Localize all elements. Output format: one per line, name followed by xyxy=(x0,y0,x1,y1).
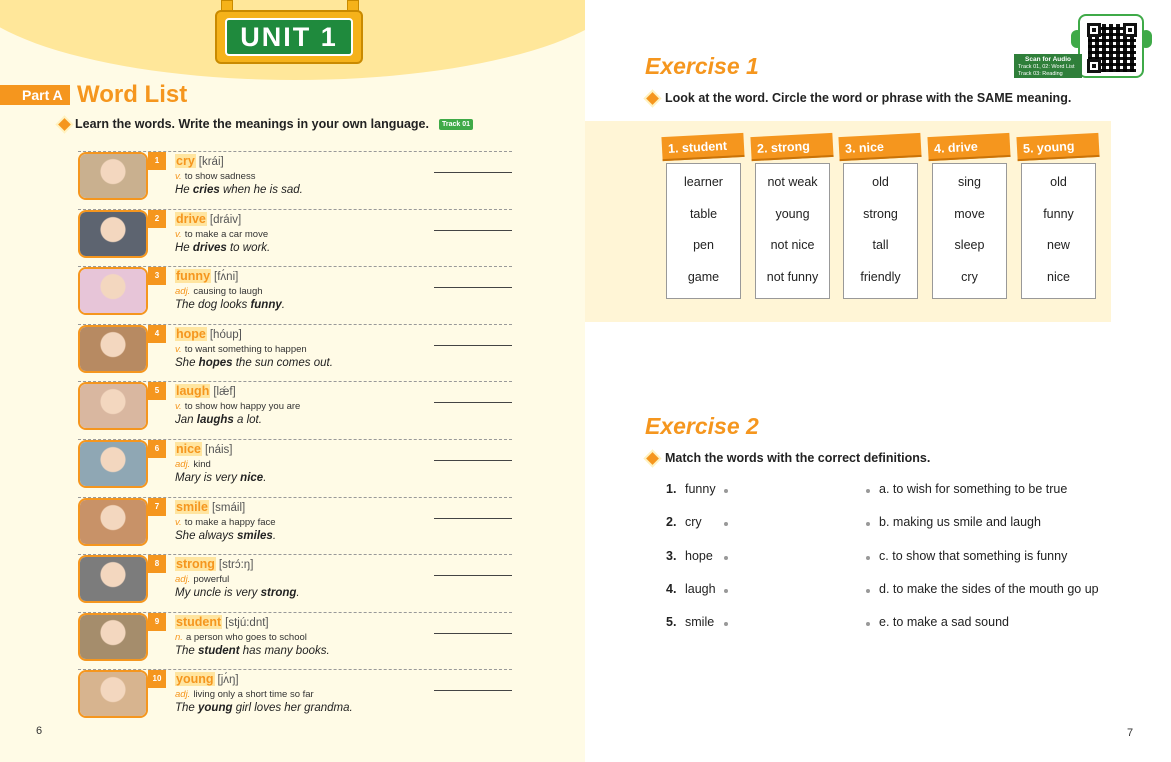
word-photo xyxy=(78,670,148,718)
word-number: 9 xyxy=(148,613,166,631)
word-definition xyxy=(175,229,268,240)
option-word[interactable]: sing xyxy=(958,175,981,189)
word-number: 6 xyxy=(148,440,166,458)
word-term: funny xyxy=(176,269,211,283)
scan-for-audio-label xyxy=(1014,54,1082,84)
qr-corner-tr xyxy=(1123,23,1137,37)
match-dot-left[interactable] xyxy=(724,489,728,493)
word-term: cry xyxy=(176,154,195,168)
definition-text: powerful xyxy=(193,574,230,585)
option-word[interactable]: not funny xyxy=(766,270,819,284)
word-definition xyxy=(175,171,255,182)
word-row xyxy=(78,439,512,491)
instruction-text: Learn the words. Write the meanings in your own language. xyxy=(75,117,429,131)
word-example xyxy=(175,299,285,311)
column-head-tab: 1. student xyxy=(661,133,744,161)
example-bold: funny xyxy=(250,299,282,311)
exercise2-title: Exercise 2 xyxy=(645,413,759,439)
meaning-write-line[interactable] xyxy=(434,633,512,634)
example-post: . xyxy=(296,587,300,599)
match-dot-right[interactable] xyxy=(866,622,870,626)
option-word[interactable]: pen xyxy=(693,238,714,252)
word-row xyxy=(78,151,512,203)
word-heading xyxy=(175,212,241,226)
word-term: nice xyxy=(176,442,202,456)
match-dot-right[interactable] xyxy=(866,522,870,526)
column-head-tab: 5. young xyxy=(1016,133,1099,161)
word-phonetic: [náis] xyxy=(205,444,233,456)
word-number: 7 xyxy=(148,498,166,516)
column-head-tab: 3. nice xyxy=(838,133,921,161)
match-number: 3. xyxy=(666,549,677,563)
word-definition xyxy=(175,689,314,700)
exercise1-instruction xyxy=(648,91,1071,105)
word-number: 5 xyxy=(148,382,166,400)
definition-text: to wish for something to be true xyxy=(892,482,1068,496)
word-photo xyxy=(78,152,148,200)
word-phonetic: [strɔ́:ŋ] xyxy=(218,559,254,571)
word-photo xyxy=(78,382,148,430)
exercise2-instruction xyxy=(648,451,930,465)
part-of-speech: adj. xyxy=(175,689,191,700)
definition-text: to make a car move xyxy=(184,229,269,240)
word-photo xyxy=(78,498,148,546)
match-word: funny xyxy=(685,482,716,496)
part-of-speech: v. xyxy=(175,171,182,182)
word-phonetic: [jʌ́ŋ] xyxy=(217,674,239,686)
column-head-tab: 2. strong xyxy=(750,133,833,161)
match-word: cry xyxy=(685,515,702,529)
definition-text: to want something to happen xyxy=(184,344,307,355)
definition-text: to make a sad sound xyxy=(892,615,1009,629)
word-heading xyxy=(175,384,236,398)
word-phonetic: [krái] xyxy=(198,156,224,168)
word-number: 8 xyxy=(148,555,166,573)
option-word[interactable]: strong xyxy=(863,207,898,221)
word-term: student xyxy=(176,615,222,629)
example-pre: My uncle is very xyxy=(175,587,261,599)
word-number: 1 xyxy=(148,152,166,170)
option-word[interactable]: young xyxy=(775,207,810,221)
word-heading xyxy=(175,557,253,571)
example-post: . xyxy=(272,530,277,542)
option-word[interactable]: funny xyxy=(1043,207,1074,221)
meaning-write-line[interactable] xyxy=(434,518,512,519)
match-dot-left[interactable] xyxy=(724,589,728,593)
qr-code[interactable] xyxy=(1078,14,1144,78)
word-term: smile xyxy=(176,500,208,514)
definition-text: to show sadness xyxy=(184,171,256,182)
example-post: has many books. xyxy=(239,645,330,657)
option-word[interactable]: new xyxy=(1047,238,1070,252)
definition-text: to make a happy face xyxy=(184,517,276,528)
word-definition xyxy=(175,344,307,355)
word-photo xyxy=(78,267,148,315)
definition-item xyxy=(879,615,1009,629)
example-pre: The xyxy=(175,645,199,657)
word-number: 3 xyxy=(148,267,166,285)
word-definition xyxy=(175,286,263,297)
definition-text: to show how happy you are xyxy=(184,401,301,412)
definition-item xyxy=(879,582,1099,596)
exercise2-instruction-text: Match the words with the correct definitions. xyxy=(665,451,931,465)
example-post: a lot. xyxy=(233,414,262,426)
photo-image xyxy=(80,557,146,601)
scan-title: Scan for Audio xyxy=(1025,56,1071,63)
word-phonetic: [stjú:dnt] xyxy=(225,617,269,629)
example-pre: Mary is very xyxy=(175,472,241,484)
meaning-write-line[interactable] xyxy=(434,345,512,346)
word-photo xyxy=(78,555,148,603)
option-word[interactable]: friendly xyxy=(860,270,901,284)
word-number: 10 xyxy=(148,670,166,688)
word-heading xyxy=(175,500,245,514)
word-photo xyxy=(78,440,148,488)
word-term: strong xyxy=(176,557,215,571)
word-example xyxy=(175,472,266,484)
match-word: laugh xyxy=(685,582,716,596)
part-of-speech: v. xyxy=(175,517,182,528)
option-word[interactable]: tall xyxy=(872,238,889,252)
exercise1-instruction-text: Look at the word. Circle the word or phrase with the SAME meaning. xyxy=(665,91,1072,105)
word-definition xyxy=(175,401,300,412)
photo-image xyxy=(80,500,146,544)
word-number: 4 xyxy=(148,325,166,343)
scan-line1: Track 01, 02: Word List xyxy=(1018,64,1075,71)
photo-image xyxy=(80,672,146,716)
definition-text: a person who goes to school xyxy=(185,632,307,643)
unit-banner xyxy=(207,0,372,78)
word-photo xyxy=(78,210,148,258)
example-post: girl loves her grandma. xyxy=(232,702,353,714)
diamond-bullet-icon xyxy=(646,92,659,105)
word-example xyxy=(175,702,353,714)
option-word[interactable]: not weak xyxy=(767,175,818,189)
meaning-write-line[interactable] xyxy=(434,287,512,288)
word-heading xyxy=(175,442,233,456)
word-photo xyxy=(78,325,148,373)
example-bold: student xyxy=(198,645,240,657)
word-photo xyxy=(78,613,148,661)
example-pre: Jan xyxy=(175,414,197,426)
photo-image xyxy=(80,154,146,198)
definition-text: to show that something is funny xyxy=(892,549,1068,563)
page-number-right: 7 xyxy=(1127,727,1134,739)
word-example xyxy=(175,587,300,599)
example-bold: smiles xyxy=(237,530,273,542)
match-dot-left[interactable] xyxy=(724,622,728,626)
column-head-tab: 4. drive xyxy=(927,133,1010,161)
photo-image xyxy=(80,442,146,486)
page-number-left: 6 xyxy=(36,725,43,737)
example-pre: She always xyxy=(175,530,238,542)
section-title: Word List xyxy=(77,81,188,108)
word-definition xyxy=(175,459,211,470)
match-number: 4. xyxy=(666,582,677,596)
word-example xyxy=(175,357,333,369)
option-word[interactable]: move xyxy=(954,207,985,221)
meaning-write-line[interactable] xyxy=(434,402,512,403)
definition-item xyxy=(879,515,1041,529)
photo-image xyxy=(80,384,146,428)
word-term: hope xyxy=(176,327,206,341)
option-word[interactable]: nice xyxy=(1047,270,1070,284)
meaning-write-line[interactable] xyxy=(434,690,512,691)
definition-item xyxy=(879,549,1067,563)
definition-letter: c. xyxy=(879,549,889,563)
match-dot-right[interactable] xyxy=(866,589,870,593)
word-definition xyxy=(175,574,229,585)
unit-label: UNIT 1 xyxy=(225,18,353,56)
option-word[interactable]: old xyxy=(872,175,889,189)
part-of-speech: n. xyxy=(175,632,183,643)
exercise1-title: Exercise 1 xyxy=(645,53,759,79)
match-dot-left[interactable] xyxy=(724,556,728,560)
word-heading xyxy=(175,327,242,341)
word-phonetic: [smáil] xyxy=(211,502,246,514)
example-pre: She xyxy=(175,357,199,369)
option-word[interactable]: sleep xyxy=(954,238,985,252)
word-definition xyxy=(175,632,307,643)
word-example xyxy=(175,414,262,426)
match-word: hope xyxy=(685,549,713,563)
definition-letter: a. xyxy=(879,482,890,496)
word-row xyxy=(78,324,512,376)
scan-line2: Track 03: Reading Practice xyxy=(1018,71,1063,84)
word-row xyxy=(78,381,512,433)
example-pre: The dog looks xyxy=(175,299,251,311)
photo-image xyxy=(80,615,146,659)
word-example xyxy=(175,242,270,254)
photo-image xyxy=(80,212,146,256)
option-word[interactable]: table xyxy=(689,207,718,221)
word-row xyxy=(78,612,512,664)
word-definition xyxy=(175,517,276,528)
option-word[interactable]: game xyxy=(687,270,720,284)
word-term: drive xyxy=(176,212,206,226)
qr-corner-bl xyxy=(1087,59,1101,73)
word-phonetic: [dráiv] xyxy=(209,214,242,226)
example-post: when he is sad. xyxy=(219,184,303,196)
part-of-speech: v. xyxy=(175,401,182,412)
example-post: . xyxy=(263,472,267,484)
meaning-write-line[interactable] xyxy=(434,172,512,173)
left-page xyxy=(0,0,585,762)
meaning-write-line[interactable] xyxy=(434,460,512,461)
match-word: smile xyxy=(685,615,715,629)
word-phonetic: [fʌ́ni] xyxy=(214,271,239,283)
part-of-speech: adj. xyxy=(175,459,191,470)
example-pre: He xyxy=(175,184,193,196)
definition-text: making us smile and laugh xyxy=(892,515,1041,529)
qr-corner-tl xyxy=(1087,23,1101,37)
word-row xyxy=(78,497,512,549)
example-bold: laughs xyxy=(196,414,234,426)
meaning-write-line[interactable] xyxy=(434,230,512,231)
word-heading xyxy=(175,269,238,283)
right-page xyxy=(585,0,1171,762)
part-of-speech: v. xyxy=(175,344,182,355)
definition-text: living only a short time so far xyxy=(193,689,314,700)
match-number: 1. xyxy=(666,482,677,496)
match-dot-right[interactable] xyxy=(866,556,870,560)
word-list-instruction xyxy=(60,117,473,131)
word-heading xyxy=(175,615,269,629)
match-dot-left[interactable] xyxy=(724,522,728,526)
banner-board xyxy=(215,10,363,64)
example-pre: He xyxy=(175,242,193,254)
match-number: 2. xyxy=(666,515,677,529)
definition-item xyxy=(879,482,1067,496)
example-bold: hopes xyxy=(198,357,233,369)
part-of-speech: adj. xyxy=(175,574,191,585)
word-term: laugh xyxy=(176,384,210,398)
photo-image xyxy=(80,327,146,371)
example-bold: strong xyxy=(260,587,297,599)
example-bold: nice xyxy=(240,472,264,484)
definition-text: to make the sides of the mouth go up xyxy=(892,582,1099,596)
definition-letter: d. xyxy=(879,582,890,596)
photo-image xyxy=(80,269,146,313)
word-example xyxy=(175,530,276,542)
match-number: 5. xyxy=(666,615,677,629)
option-word[interactable]: old xyxy=(1050,175,1067,189)
word-term: young xyxy=(176,672,214,686)
word-phonetic: [hóup] xyxy=(209,329,242,341)
example-bold: drives xyxy=(192,242,227,254)
part-of-speech: v. xyxy=(175,229,182,240)
example-bold: cries xyxy=(192,184,220,196)
example-post: to work. xyxy=(226,242,271,254)
part-tag: Part A xyxy=(0,85,70,105)
option-word[interactable]: not nice xyxy=(770,238,815,252)
word-row xyxy=(78,266,512,318)
track-audio-badge[interactable]: Track 01 xyxy=(439,119,473,130)
word-row xyxy=(78,669,512,721)
example-post: the sun comes out. xyxy=(232,357,333,369)
word-number: 2 xyxy=(148,210,166,228)
word-example xyxy=(175,184,303,196)
example-bold: young xyxy=(198,702,233,714)
option-word[interactable]: learner xyxy=(684,175,723,189)
word-heading xyxy=(175,154,224,168)
definition-text: kind xyxy=(193,459,211,470)
word-heading xyxy=(175,672,239,686)
diamond-bullet-icon xyxy=(58,118,71,131)
definition-letter: b. xyxy=(879,515,890,529)
word-example xyxy=(175,645,330,657)
definition-text: causing to laugh xyxy=(193,286,263,297)
definition-letter: e. xyxy=(879,615,890,629)
diamond-bullet-icon xyxy=(646,452,659,465)
word-row xyxy=(78,209,512,261)
example-post: . xyxy=(281,299,285,311)
word-phonetic: [lǽf] xyxy=(213,386,236,398)
word-row xyxy=(78,554,512,606)
match-dot-right[interactable] xyxy=(866,489,870,493)
option-word[interactable]: cry xyxy=(961,270,978,284)
meaning-write-line[interactable] xyxy=(434,575,512,576)
example-pre: The xyxy=(175,702,199,714)
part-of-speech: adj. xyxy=(175,286,191,297)
